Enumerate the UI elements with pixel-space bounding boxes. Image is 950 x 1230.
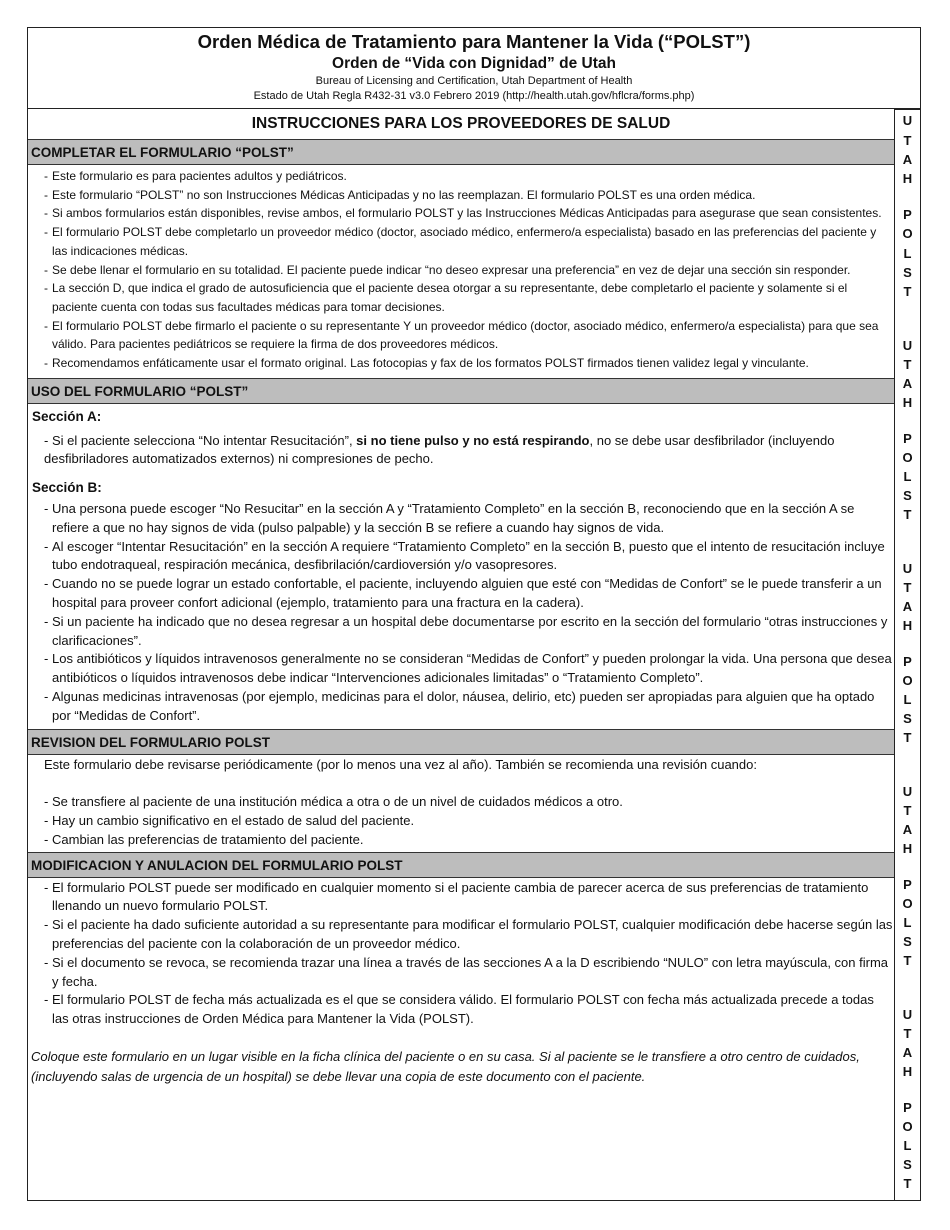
list-item: - Recomendamos enfáticamente usar el formato original. Las fotocopias y fax de los formatos POLST firmados tienen validez legal y vinculante. bbox=[52, 354, 894, 373]
sidebar-letter: L bbox=[903, 469, 912, 484]
list-item: - El formulario POLST puede ser modificado en cualquier momento si el paciente cambia de parecer acerca de sus preferencias de tratamiento llenando un nuevo formulario POLST. bbox=[52, 879, 894, 917]
revision-list bbox=[28, 793, 894, 849]
list-item: - El formulario POLST de fecha más actualizada es el que se considera válido. El formulario POLST con fecha más actualizada precede a todas las otras instrucciones de Orden Médica para Mantener la Vida (POLST). bbox=[52, 991, 894, 1029]
seccion-a-post: , no se debe usar desfibrilador (incluyendo desfibriladores automatizados externos) ni compresiones de pecho. bbox=[44, 432, 835, 467]
list-item: - El formulario POLST debe firmarlo el paciente o su representante Y un proveedor médico (doctor, asociado médico, enfermero/a especialista) para que sea válido. Para pacientes pediátricos se requiere la firma de dos proveedores médicos. bbox=[52, 317, 894, 354]
sidebar-letter: O bbox=[902, 896, 913, 911]
sidebar-letter: L bbox=[903, 246, 912, 261]
list-item: - Cuando no se puede lograr un estado confortable, el paciente, incluyendo alguien que esté con “Medidas de Confort” se le puede transferir a un hospital para proveer confort adicional (ejemplo, tratamiento para una fractura en la cadera). bbox=[52, 575, 894, 613]
list-item: - Si ambos formularios están disponibles, revise ambos, el formulario POLST y las Instrucciones Médicas Anticipadas para asegurase que sean consistentes. bbox=[52, 204, 894, 223]
sidebar-letter: T bbox=[903, 357, 912, 372]
seccion-a-label: Sección A: bbox=[32, 408, 102, 424]
list-item: - Si un paciente ha indicado que no desea regresar a un hospital debe documentarse por escrito en la sección del formulario “otras instrucciones y clarificaciones”. bbox=[52, 613, 894, 651]
sidebar-letter: P bbox=[903, 1100, 912, 1115]
instructions-panel bbox=[27, 109, 894, 1201]
section-heading-completar: COMPLETAR EL FORMULARIO “POLST” bbox=[28, 139, 894, 165]
form-header bbox=[27, 27, 921, 109]
sidebar-letter: S bbox=[903, 934, 912, 949]
footer-note: Coloque este formulario en un lugar visible en la ficha clínica del paciente o en su casa. Si al paciente se le transfiere a otro centro de cuidados, (incluyendo salas de urgencia de un hospital) se debe llevar una copia de este documento con el paciente. bbox=[31, 1049, 860, 1084]
section-modificacion bbox=[28, 852, 894, 1086]
sidebar-letter: O bbox=[902, 450, 913, 465]
form-title: Orden Médica de Tratamiento para Mantener la Vida (“POLST”) bbox=[197, 31, 751, 52]
sidebar-letter: T bbox=[903, 730, 912, 745]
list-item: - Este formulario “POLST” no son Instrucciones Médicas Anticipadas y no las reemplazan. El formulario POLST es una orden médica. bbox=[52, 186, 894, 205]
sidebar-letter: H bbox=[902, 618, 913, 633]
sidebar-letter: L bbox=[903, 692, 912, 707]
sidebar-letter: H bbox=[902, 841, 913, 856]
sidebar-letter: T bbox=[903, 953, 912, 968]
section-heading-modificacion: MODIFICACION Y ANULACION DEL FORMULARIO POLST bbox=[28, 852, 894, 878]
section-uso bbox=[28, 378, 894, 726]
revision-intro: Este formulario debe revisarse periódicamente (por lo menos una vez al año). También se recomienda una revisión cuando: bbox=[44, 757, 757, 773]
sidebar-letter: T bbox=[903, 133, 912, 148]
sidebar-letter: O bbox=[902, 226, 913, 241]
sidebar-letter: S bbox=[903, 711, 912, 726]
sidebar-letter: U bbox=[902, 338, 913, 353]
sidebar-letter: A bbox=[902, 599, 913, 614]
instructions-title: INSTRUCCIONES PARA LOS PROVEEDORES DE SALUD bbox=[251, 115, 671, 132]
sidebar-letter: A bbox=[902, 152, 913, 167]
sidebar-letter: S bbox=[903, 488, 912, 503]
sidebar-letter: U bbox=[902, 561, 913, 576]
sidebar-letter: O bbox=[902, 1119, 913, 1134]
list-item: - Cambian las preferencias de tratamiento del paciente. bbox=[52, 831, 894, 850]
sidebar-letter: T bbox=[903, 284, 912, 299]
sidebar-letter: S bbox=[903, 1157, 912, 1172]
list-item: - Si el documento se revoca, se recomienda trazar una línea a través de las secciones A a la D escribiendo “NULO” con letra mayúscula, con firma y fecha. bbox=[52, 954, 894, 992]
list-item: - Si el paciente ha dado suficiente autoridad a su representante para modificar el formulario POLST, cualquier modificación debe hacerse según las preferencias del paciente con la colaboración de un proveedor médico. bbox=[52, 916, 894, 954]
sidebar-letter: T bbox=[903, 1026, 912, 1041]
sidebar-letter: L bbox=[903, 915, 912, 930]
section-heading-revision: REVISION DEL FORMULARIO POLST bbox=[28, 729, 894, 755]
section-heading-uso: USO DEL FORMULARIO “POLST” bbox=[28, 378, 894, 404]
sidebar-letter: H bbox=[902, 395, 913, 410]
sidebar-letter: O bbox=[902, 673, 913, 688]
seccion-a-bold: si no tiene pulso y no está respirando bbox=[356, 432, 590, 448]
completar-list bbox=[28, 165, 894, 378]
modificacion-list bbox=[28, 879, 894, 1029]
seccion-b-label: Sección B: bbox=[32, 480, 102, 496]
sidebar-letter: A bbox=[902, 1045, 913, 1060]
section-revision bbox=[28, 729, 894, 849]
list-item: - Este formulario es para pacientes adultos y pediátricos. bbox=[52, 167, 894, 186]
utah-polst-sidebar bbox=[894, 109, 921, 1201]
sidebar-letter: T bbox=[903, 803, 912, 818]
sidebar-letter: L bbox=[903, 1138, 912, 1153]
sidebar-letter: A bbox=[902, 376, 913, 391]
sidebar-letter: P bbox=[903, 207, 912, 222]
sidebar-letter: T bbox=[903, 507, 912, 522]
list-item: - La sección D, que indica el grado de autosuficiencia que el paciente desea otorgar a su representante, debe completarlo el paciente y solamente si el paciente cuenta con todas sus facultades médicas para tomar decisiones. bbox=[52, 279, 894, 316]
list-item: - Hay un cambio significativo en el estado de salud del paciente. bbox=[52, 812, 894, 831]
sidebar-letter: U bbox=[902, 1007, 913, 1022]
sidebar-letter: T bbox=[903, 1176, 912, 1191]
sidebar-letter: A bbox=[902, 822, 913, 837]
list-item: - Se debe llenar el formulario en su totalidad. El paciente puede indicar “no deseo expresar una preferencia” en vez de dejar una sección sin responder. bbox=[52, 261, 894, 280]
form-subtitle: Orden de “Vida con Dignidad” de Utah bbox=[332, 55, 616, 72]
sidebar-letter: U bbox=[902, 113, 913, 128]
seccion-a-pre: Si el paciente selecciona “No intentar Resucitación”, bbox=[51, 432, 357, 448]
seccion-b-list bbox=[28, 500, 894, 726]
sidebar-letter: T bbox=[903, 580, 912, 595]
bureau-line: Bureau of Licensing and Certification, Utah Department of Health bbox=[315, 75, 633, 87]
list-item: - Se transfiere al paciente de una institución médica a otra o de un nivel de cuidados médicos a otro. bbox=[52, 793, 894, 812]
section-completar bbox=[28, 139, 894, 378]
list-item: - Al escoger “Intentar Resucitación” en la sección A requiere “Tratamiento Completo” en la sección B, puesto que el intento de resucitación incluye tubo endotraqueal, respiración mecánica, desfibrilación/cardioversión y/o vasopresores. bbox=[52, 538, 894, 576]
list-item: - El formulario POLST debe completarlo un proveedor médico (doctor, asociado médico, enfermero/a especialista) basado en las preferencias del paciente y las indicaciones médicas. bbox=[52, 223, 894, 260]
sidebar-letter: U bbox=[902, 784, 913, 799]
seccion-a-text: - Si el paciente selecciona “No intentar Resucitación”, si no tiene pulso y no está respirando, no se debe usar desfibrilador (incluyendo desfibriladores automatizados externos) ni compresiones de pecho. bbox=[44, 432, 835, 467]
list-item: - Una persona puede escoger “No Resucitar” en la sección A y “Tratamiento Completo” en la sección B, reconociendo que en la sección A se refiere a que no hay signos de vida (pulso palpable) y la sección B se refiere a cuando hay signos de vida. bbox=[52, 500, 894, 538]
sidebar-letter: H bbox=[902, 1064, 913, 1079]
sidebar-letter: P bbox=[903, 877, 912, 892]
sidebar-letter: S bbox=[903, 265, 912, 280]
sidebar-letter: P bbox=[903, 654, 912, 669]
sidebar-letter: P bbox=[903, 431, 912, 446]
sidebar-letter: H bbox=[902, 171, 913, 186]
list-item: - Algunas medicinas intravenosas (por ejemplo, medicinas para el dolor, náusea, delirio, etc) pueden ser apropiadas para alguien que ha optado por “Medidas de Confort”. bbox=[52, 688, 894, 726]
list-item: - Los antibióticos y líquidos intravenosos generalmente no se consideran “Medidas de Confort” y pueden prolongar la vida. Una persona que desea antibióticos o líquidos intravenosos debe indicar “Intervenciones adicionales limitadas” o “Tratamiento Completo”. bbox=[52, 650, 894, 688]
rule-line: Estado de Utah Regla R432-31 v3.0 Febrero 2019 (http://health.utah.gov/hflcra/forms.php) bbox=[253, 90, 695, 102]
